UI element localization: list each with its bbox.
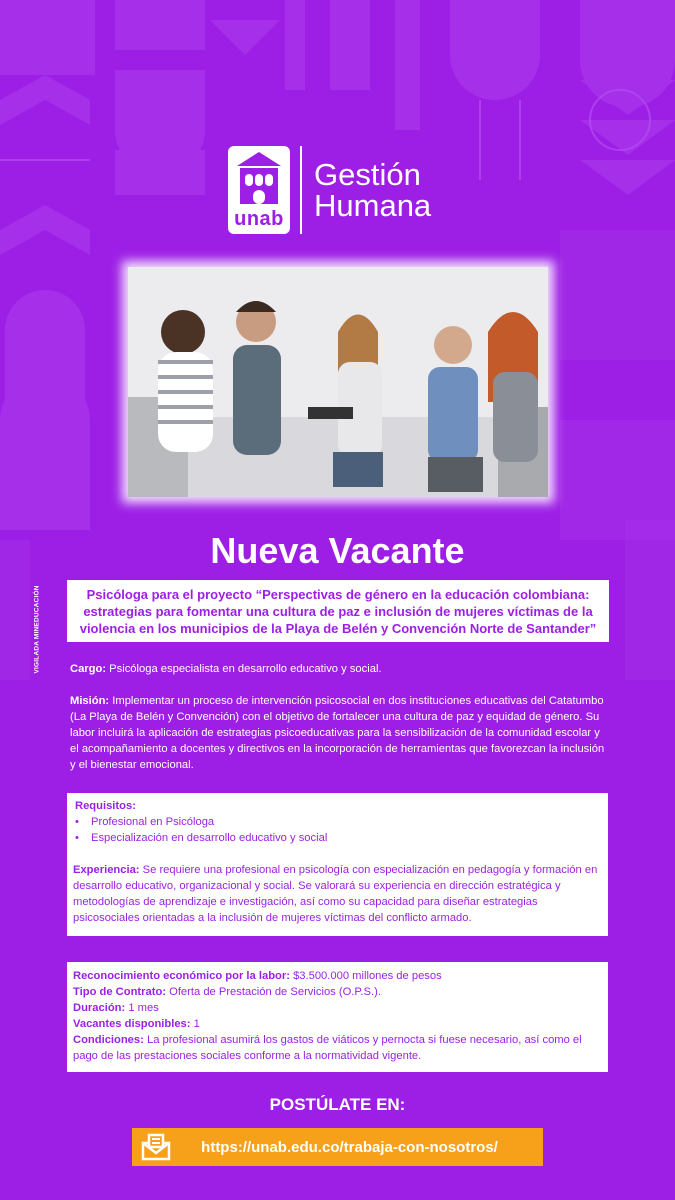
regulatory-note-text: VIGILADA MINEDUCACIÓN xyxy=(33,585,41,674)
mision-paragraph xyxy=(70,693,610,773)
apply-label: POSTÚLATE EN: xyxy=(269,1095,406,1114)
position-subtitle: Psicóloga para el proyecto “Perspectivas de género en la educación colombiana: estrategias para fomentar una cultura de paz e inclusión de mujeres víctimas de la violencia en los municipios de la Playa de Belén y Convención Norte de Santander” xyxy=(67,580,609,642)
envelope-icon xyxy=(136,1128,176,1166)
apply-url-link[interactable]: https://unab.edu.co/trabaja-con-nosotros/ xyxy=(201,1138,498,1156)
term-label: Condiciones: xyxy=(73,1034,144,1046)
term-label: Duración: xyxy=(73,1002,126,1014)
term-row xyxy=(73,984,602,1000)
requirement-item: • Especialización en desarrollo educativo y social xyxy=(73,830,602,846)
term-value: 1 mes xyxy=(128,1002,159,1014)
team-meeting-photo xyxy=(128,267,548,497)
term-value: $3.500.000 millones de pesos xyxy=(293,970,442,982)
term-label: Vacantes disponibles: xyxy=(73,1018,191,1030)
term-row xyxy=(73,1016,602,1032)
mision-value: Implementar un proceso de intervención psicosocial en dos instituciones educativas del Catatumbo (La Playa de Belén y Convención) con el objetivo de fortalecer una cultura de paz y equidad de género. Su labor incluirá la aplicación de estrategias psicoeducativas para la sensibilización de la comunidad escolar y el acompañamiento a docentes y directivos en la incorporación de herramientas que favorezcan la inclusión y el bienestar emocional. xyxy=(70,695,605,771)
requirements-title: Requisitos: xyxy=(75,800,136,812)
experience-label: Experiencia: xyxy=(73,864,140,876)
logo-wordmark: unab xyxy=(234,208,284,230)
logo-divider xyxy=(300,146,302,234)
job-description xyxy=(70,661,610,789)
term-label: Reconocimiento económico por la labor: xyxy=(73,970,290,982)
department-name xyxy=(314,159,431,221)
group-meeting-illustration xyxy=(128,267,548,497)
term-value: La profesional asumirá los gastos de viáticos y pernocta si fuese necesario, así como el pago de las prestaciones sociales conforme a la normatividad vigente. xyxy=(73,1034,582,1062)
logo-mark xyxy=(228,146,290,234)
requirements-list xyxy=(73,814,602,846)
mision-label: Misión: xyxy=(70,695,110,707)
building-icon xyxy=(234,150,284,206)
terms-box xyxy=(67,962,608,1072)
unab-logo xyxy=(228,146,431,234)
term-row xyxy=(73,1000,602,1016)
requirements-box xyxy=(67,793,608,936)
page-title: Nueva Vacante xyxy=(210,530,465,571)
term-row xyxy=(73,968,602,984)
apply-link-bar[interactable] xyxy=(132,1128,543,1166)
experience-paragraph xyxy=(73,862,602,926)
experience-value: Se requiere una profesional en psicología con especialización en pedagogía y formación en desarrollo educativo, organizacional y social. Se valorará su experiencia en dirección estratégica y metodologías de aprendizaje e investigación, así como su capacidad para diseñar estrategias psicosociales orientadas a la inclusión de mujeres víctimas del conflicto armado. xyxy=(73,864,598,924)
requirement-item: • Profesional en Psicóloga xyxy=(73,814,602,830)
term-row xyxy=(73,1032,602,1064)
department-line-2: Humana xyxy=(314,188,432,223)
department-line-1: Gestión xyxy=(314,157,421,192)
cargo-paragraph xyxy=(70,661,610,677)
cargo-value: Psicóloga especialista en desarrollo educativo y social. xyxy=(109,663,382,675)
cargo-label: Cargo: xyxy=(70,663,107,675)
term-label: Tipo de Contrato: xyxy=(73,986,167,998)
term-value: Oferta de Prestación de Servicios (O.P.S.). xyxy=(169,986,381,998)
regulatory-note xyxy=(32,555,42,675)
term-value: 1 xyxy=(193,1018,200,1030)
